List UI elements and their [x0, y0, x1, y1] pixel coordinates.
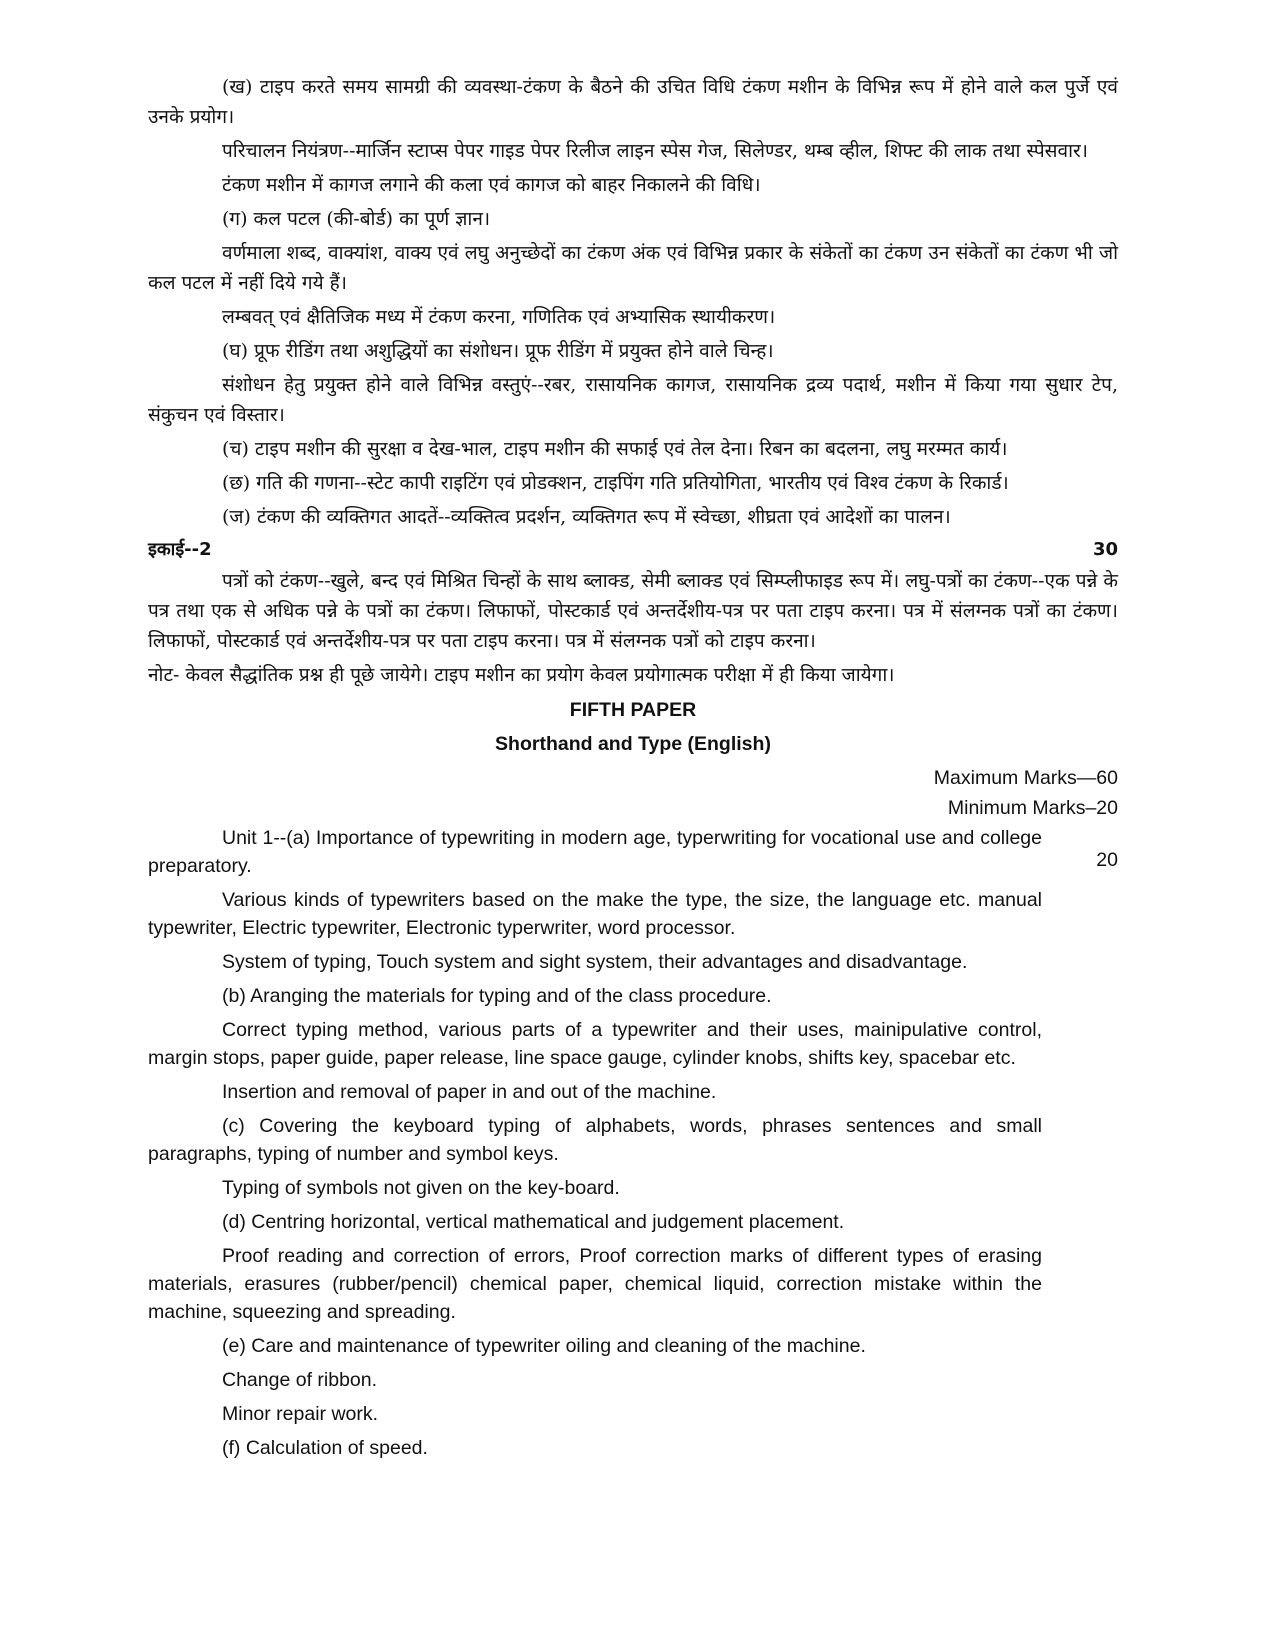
maximum-marks: Maximum Marks—60: [933, 767, 1118, 789]
english-paragraph-insertion: Insertion and removal of paper in and out of the machine.: [222, 1081, 717, 1103]
english-paragraph-b: (b) Aranging the materials for typing and of the class procedure.: [222, 985, 772, 1007]
hindi-paragraph-ga: (ग) कल पटल (की-बोर्ड) का पूर्ण ज्ञान।: [222, 208, 491, 230]
english-paragraph-c: (c) Covering the keyboard typing of alphabets, words, phrases sentences and small paragraphs, typing of number and symbol keys.: [148, 1115, 1042, 1165]
hindi-paragraph-letters: पत्रों को टंकण--खुले, बन्द एवं मिश्रित चिन्हों के साथ ब्लाक्ड, सेमी ब्लाक्ड एवं सिम्प्लीफाइड रूप में। लघु-पत्रों का टंकण--एक पन्ने के पत्र तथा एक से अधिक पन्ने के पत्रों का टंकण। लिफाफों, पोस्टकार्ड एवं अन्तर्देशीय-पत्र पर पता टाइप करना। पत्र में संलग्नक पत्रों का टंकण। लिफाफों, पोस्टकार्ड एवं अन्तर्देशीय-पत्र पर पता टाइप करना। पत्र में संलग्नक पत्रों को टाइप करना।: [148, 570, 1118, 652]
english-paragraph-repair: Minor repair work.: [222, 1403, 379, 1425]
hindi-paragraph-centering: लम्बवत् एवं क्षैतिजिक मध्य में टंकण करना, गणितिक एवं अभ्यासिक स्थायीकरण।: [222, 306, 776, 328]
document-page: [148, 72, 1118, 1468]
minimum-marks: Minimum Marks–20: [947, 797, 1118, 819]
hindi-paragraph-ja: (ज) टंकण की व्यक्तिगत आदतें--व्यक्तित्व प्रदर्शन, व्यक्तिगत रूप में स्वेच्छा, शीघ्रता एवं आदेशों का पालन।: [222, 506, 951, 528]
hindi-paragraph-kha: (ख) टाइप करते समय सामग्री की व्यवस्था-टंकण के बैठने की उचित विधि टंकण मशीन के विभिन्न रूप में होने वाले कल पुर्जे एवं उनके प्रयोग।: [148, 76, 1118, 128]
hindi-note: नोट- केवल सैद्धांतिक प्रश्न ही पूछे जायेगे। टाइप मशीन का प्रयोग केवल प्रयोगात्मक परीक्षा में ही किया जायेगा।: [148, 664, 895, 686]
hindi-paragraph-chha: (छ) गति की गणना--स्टेट कापी राइटिंग एवं प्रोडक्शन, टाइपिंग गति प्रतियोगिता, भारतीय एवं विश्व टंकण के रिकार्ड।: [222, 472, 1009, 494]
english-paragraph-symbols: Typing of symbols not given on the key-board.: [222, 1177, 620, 1199]
unit-1-marks: 20: [1096, 849, 1118, 871]
english-syllabus: [148, 824, 1118, 1462]
hindi-paragraph-correction-materials: संशोधन हेतु प्रयुक्त होने वाले विभिन्न वस्तुएं--रबर, रासायनिक कागज, रासायनिक द्रव्य पदार्थ, मशीन में किया गया सुधार टेप, संकुचन एवं विस्तार।: [148, 374, 1118, 426]
unit-1-text: Unit 1--(a) Importance of typewriting in modern age, typerwriting for vocational use and college preparatory.: [148, 827, 1042, 877]
unit-2-heading: [148, 536, 1118, 564]
hindi-paragraph-cha: (च) टाइप मशीन की सुरक्षा व देख-भाल, टाइप मशीन की सफाई एवं तेल देना। रिबन का बदलना, लघु मरम्मत कार्य।: [222, 438, 1008, 460]
english-paragraph-e: (e) Care and maintenance of typewriter oiling and cleaning of the machine.: [222, 1335, 866, 1357]
unit-1-row: [148, 824, 1118, 880]
paper-title: FIFTH PAPER: [569, 699, 697, 721]
english-paragraph-d: (d) Centring horizontal, vertical mathematical and judgement placement.: [222, 1211, 845, 1233]
hindi-paragraph-gha: (घ) प्रूफ रीडिंग तथा अशुद्धियों का संशोधन। प्रूफ रीडिंग में प्रयुक्त होने वाले चिन्ह।: [222, 340, 774, 362]
english-paragraph-proof-reading: Proof reading and correction of errors, Proof correction marks of different types of erasing materials, erasures (rubber/pencil) chemical paper, chemical liquid, correction mistake within the machine, squeezing and spreading.: [148, 1245, 1042, 1323]
english-paragraph-ribbon: Change of ribbon.: [222, 1369, 378, 1391]
unit-2-marks: 30: [1092, 539, 1118, 560]
subject-title: Shorthand and Type (English): [495, 733, 771, 755]
hindi-paragraph-operation-control: परिचालन नियंत्रण--मार्जिन स्टाप्स पेपर गाइड पेपर रिलीज लाइन स्पेस गेज, सिलेण्डर, थम्ब व्हील, शिफ्ट की लाक तथा स्पेसवार।: [222, 140, 1088, 162]
english-paragraph-system: System of typing, Touch system and sight system, their advantages and disadvantage.: [222, 951, 968, 973]
hindi-paragraph-paper-insertion: टंकण मशीन में कागज लगाने की कला एवं कागज को बाहर निकालने की विधि।: [222, 174, 761, 196]
english-paragraph-f: (f) Calculation of speed.: [222, 1437, 428, 1459]
english-paragraph-kinds: Various kinds of typewriters based on the make the type, the size, the language etc. manual typewriter, Electric typewriter, Electronic typerwriter, word processor.: [148, 889, 1042, 939]
hindi-paragraph-alphabet-typing: वर्णमाला शब्द, वाक्यांश, वाक्य एवं लघु अनुच्छेदों का टंकण अंक एवं विभिन्न प्रकार के संकेतों का टंकण उन संकेतों का टंकण भी जो कल पटल में नहीं दिये गये हैं।: [148, 242, 1118, 294]
english-paragraph-correct-method: Correct typing method, various parts of a typewriter and their uses, mainipulative control, margin stops, paper guide, paper release, line space gauge, cylinder knobs, shifts key, spacebar etc.: [148, 1019, 1042, 1069]
unit-2-label: इकाई--2: [148, 539, 212, 560]
